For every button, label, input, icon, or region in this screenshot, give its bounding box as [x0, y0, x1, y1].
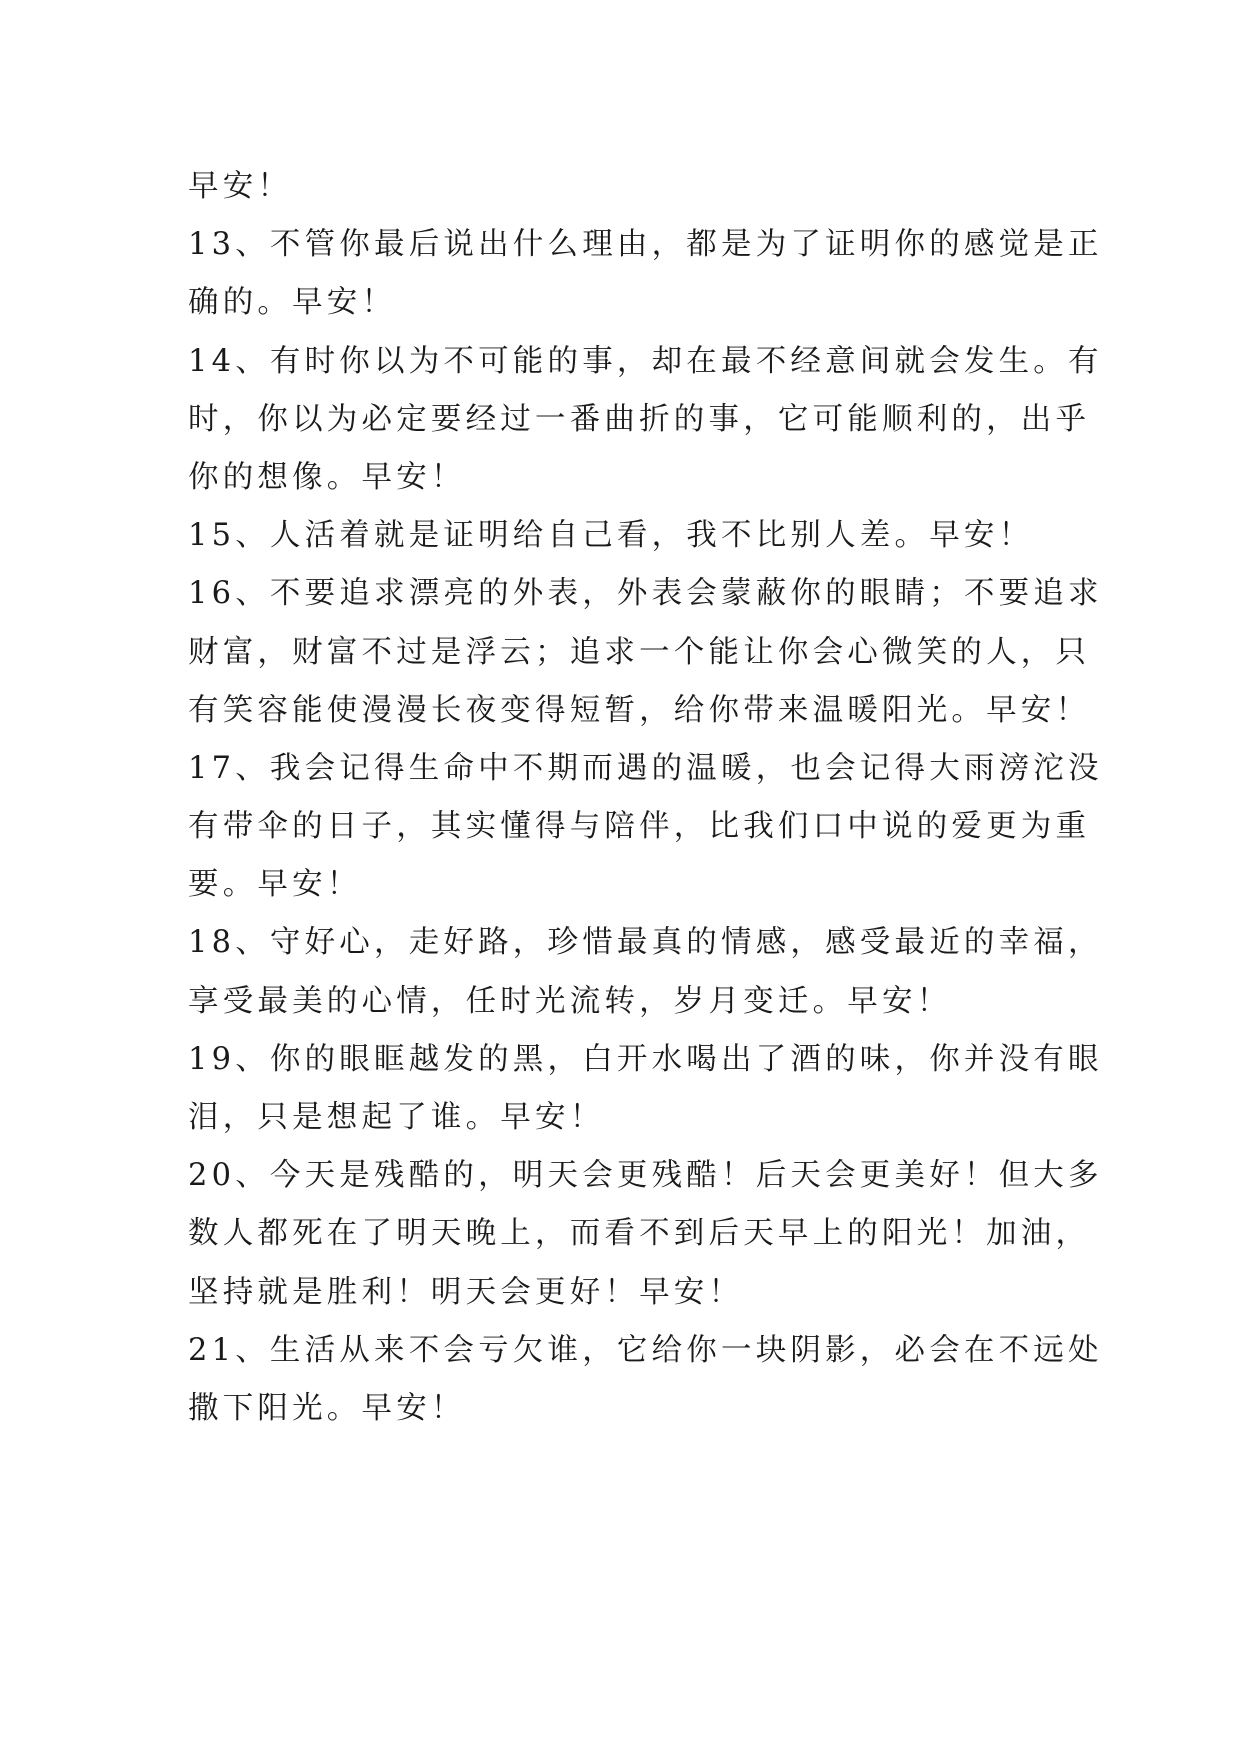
text-line: 财富，财富不过是浮云；追求一个能让你会心微笑的人，只 — [188, 634, 1091, 670]
text-line: 坚持就是胜利！明天会更好！早安！ — [188, 1274, 744, 1310]
text-line: 要。早安！ — [188, 867, 362, 903]
text-line: 时，你以为必定要经过一番曲折的事，它可能顺利的，出乎 — [188, 401, 1091, 437]
text-line: 泪，只是想起了谁。早安！ — [188, 1100, 605, 1135]
text-line: 15、人活着就是证明给自己看，我不比别人差。早安！ — [188, 518, 1034, 554]
text-line: 21、生活从来不会亏欠谁，它给你一块阴影，必会在不远处 — [188, 1332, 1103, 1368]
text-line: 撒下阳光。早安！ — [188, 1390, 466, 1426]
text-line: 14、有时你以为不可能的事，却在最不经意间就会发生。有 — [188, 343, 1103, 379]
text-line: 20、今天是残酷的，明天会更残酷！后天会更美好！但大多 — [188, 1158, 1103, 1194]
text-line: 有笑容能使漫漫长夜变得短暂，给你带来温暖阳光。早安！ — [188, 692, 1091, 728]
text-line: 你的想像。早安！ — [188, 459, 466, 495]
text-line: 17、我会记得生命中不期而遇的温暖，也会记得大雨滂沱没 — [188, 750, 1103, 786]
text-line: 18、守好心，走好路，珍惜最真的情感，感受最近的幸福， — [188, 925, 1103, 961]
text-line: 19、你的眼眶越发的黑，白开水喝出了酒的味，你并没有眼 — [188, 1041, 1103, 1077]
document-body — [188, 158, 1103, 1438]
text-line: 16、不要追求漂亮的外表，外表会蒙蔽你的眼睛；不要追求 — [188, 576, 1103, 612]
text-line: 数人都死在了明天晚上，而看不到后天早上的阳光！加油， — [188, 1216, 1091, 1252]
text-line: 13、不管你最后说出什么理由，都是为了证明你的感觉是正 — [188, 227, 1103, 263]
text-line: 享受最美的心情，任时光流转，岁月变迁。早安！ — [188, 983, 952, 1019]
text-line: 早安！ — [188, 169, 293, 204]
text-line: 有带伞的日子，其实懂得与陪伴，比我们口中说的爱更为重 — [188, 809, 1091, 845]
text-line: 确的。早安！ — [188, 285, 397, 321]
